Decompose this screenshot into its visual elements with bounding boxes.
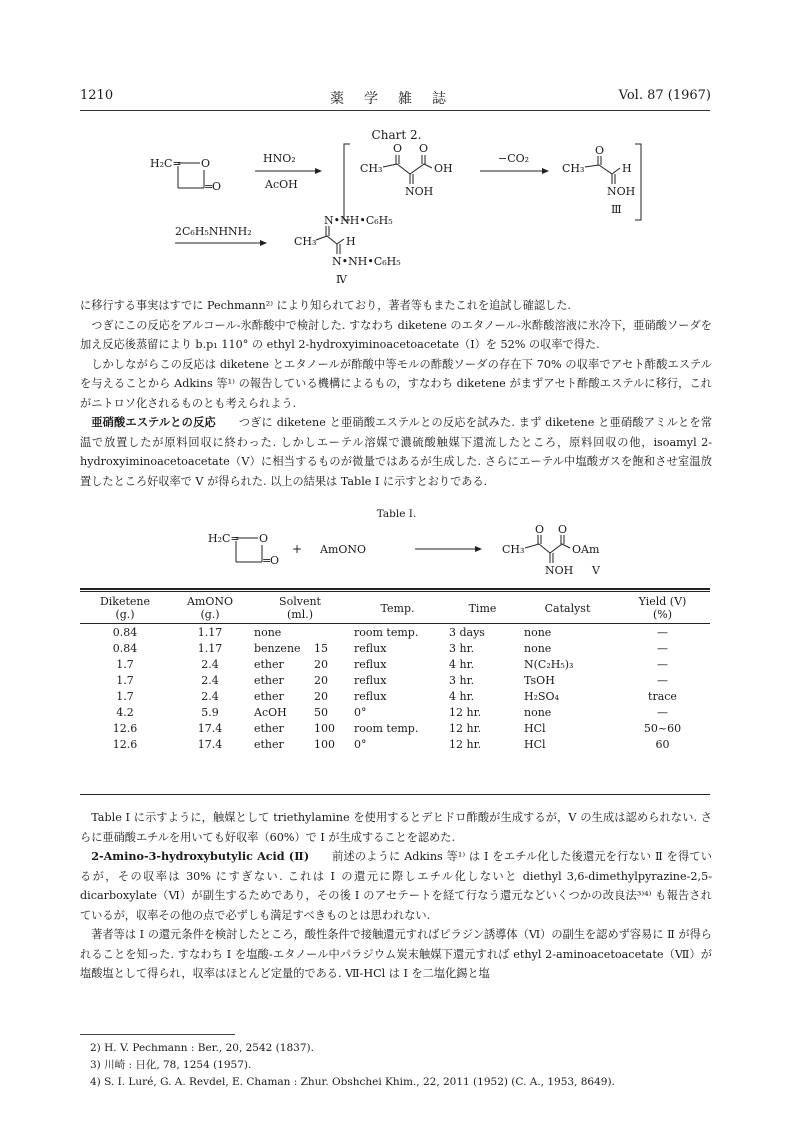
product-v [502, 523, 601, 577]
cell-time: 4 hr. [449, 689, 475, 703]
svg-text:NOH: NOH [405, 185, 434, 198]
cell-solvent: none [254, 625, 282, 639]
col-time: Time [468, 601, 497, 615]
table-row [80, 720, 710, 736]
table-row [80, 624, 710, 641]
reference-3: 3) 川崎 : 日化, 78, 1254 (1957). [90, 1059, 252, 1071]
reference-2: 2) H. V. Pechmann : Ber., 20, 2542 (1837). [90, 1042, 314, 1054]
svg-text:N•NH•C₆H₅: N•NH•C₆H₅ [332, 255, 401, 268]
paragraph-1: に移行する事実はすでに Pechmann²⁾ により知られており，著者等もまたこれを追試し確認した. [80, 299, 571, 312]
cell-temp: reflux [354, 657, 387, 671]
cell-amono: 2.4 [201, 673, 219, 687]
volume-info: Vol. 87 (1967) [618, 88, 711, 103]
cell-amono: 5.9 [201, 705, 219, 719]
cell-diketene: 12.6 [112, 737, 138, 751]
cell-catalyst: HCl [524, 737, 546, 751]
diketene-carbonyl-o: O [212, 180, 222, 193]
compound-label-iii: Ⅲ [611, 203, 622, 216]
col-yield: Yield (Ⅴ) (%) [638, 595, 687, 621]
table1-scheme [80, 522, 720, 584]
reagent-amono: AmONO [320, 543, 367, 556]
table-row [80, 672, 710, 688]
body-text-upper [80, 296, 712, 491]
compound-label-iv: Ⅳ [336, 273, 347, 286]
col-solvent: Solvent (ml.) [279, 595, 321, 621]
cell-time: 3 hr. [449, 673, 475, 687]
cell-solvent: benzene [254, 641, 301, 655]
svg-text:O: O [393, 142, 403, 155]
cell-catalyst: none [524, 705, 552, 719]
section-heading-nitrite: 亜硝酸エステルとの反応 [91, 415, 216, 429]
references [90, 1040, 710, 1091]
diketene-o: O [201, 157, 211, 170]
cell-vol: 20 [314, 673, 328, 687]
cell-amono: 1.17 [197, 641, 223, 655]
cell-catalyst: H₂SO₄ [524, 689, 559, 703]
reference-4: 4) S. I. Luré, G. A. Revdel, E. Chaman : Zhur. Obshchei Khim., 22, 2011 (1952) (C. A., 1953, 8649). [90, 1076, 615, 1088]
cell-temp: reflux [354, 673, 387, 687]
bracket-right [635, 144, 641, 220]
header-rule [80, 110, 710, 111]
cell-solvent: ether [254, 721, 284, 735]
co2-loss: −CO₂ [498, 152, 530, 165]
cell-time: 4 hr. [449, 657, 475, 671]
svg-text:NOH: NOH [545, 564, 574, 577]
journal-title: 薬学雑誌 [330, 91, 466, 107]
svg-text:N•NH•C₆H₅: N•NH•C₆H₅ [324, 214, 393, 227]
cell-solvent: ether [254, 689, 284, 703]
cell-solvent: ether [254, 737, 284, 751]
paragraph-7: 著者等は Ⅰ の還元条件を検討したところ，酸性条件で接触還元すればピラジン誘導体（Ⅵ）の副生を認めず容易に Ⅱ が得られることを知った. すなわち Ⅰ を塩酸-エタノール中パラジウム炭末触媒下還元すれば ethyl 2-aminoacetoacetate（Ⅶ）が塩酸塩として得られ，収率はほとんど定量的である. Ⅶ-HCl は Ⅰ を二塩化錫と塩 [80, 928, 712, 980]
svg-text:OH: OH [434, 162, 453, 175]
svg-text:O: O [558, 523, 568, 536]
cell-yield: — [657, 641, 668, 655]
diketene-structure-2 [208, 532, 279, 567]
reagent-hno2: HNO₂ [263, 152, 296, 165]
acid-intermediate [360, 142, 453, 198]
cell-solvent: ether [254, 673, 284, 687]
diketene-structure [150, 157, 221, 193]
cell-amono: 2.4 [201, 657, 219, 671]
footnote-rule [80, 1034, 235, 1035]
cell-vol: 20 [314, 689, 328, 703]
table-row [80, 656, 710, 672]
svg-text:O: O [419, 142, 429, 155]
plus-sign: + [292, 542, 303, 556]
body-text-lower [80, 808, 712, 984]
cell-vol: 100 [314, 721, 335, 735]
cell-yield: — [657, 657, 668, 671]
svg-text:CH₃: CH₃ [294, 235, 317, 248]
product-iii [562, 144, 635, 216]
table-row [80, 688, 710, 704]
data-table [80, 593, 710, 752]
svg-text:O: O [259, 532, 269, 545]
col-diketene: Diketene (g.) [99, 595, 151, 621]
cell-yield: — [657, 673, 668, 687]
cell-time: 3 hr. [449, 641, 475, 655]
cell-temp: 0° [354, 705, 367, 719]
cell-solvent: ether [254, 657, 284, 671]
paragraph-5: Table Ⅰ に示すように，触媒として triethylamine を使用するとデヒドロ酢酸が生成するが，Ⅴ の生成は認められない. さらに亜硝酸エチルを用いても好収率（60%）で Ⅰ が生成することを認めた. [80, 811, 712, 844]
cell-vol: 50 [314, 705, 328, 719]
cell-diketene: 12.6 [112, 721, 138, 735]
chart2-scheme [80, 140, 720, 290]
cell-temp: 0° [354, 737, 367, 751]
svg-text:NOH: NOH [607, 185, 636, 198]
cell-temp: reflux [354, 641, 387, 655]
cell-amono: 17.4 [197, 737, 223, 751]
table-header-row [80, 593, 710, 624]
cell-vol: 20 [314, 657, 328, 671]
cell-catalyst: none [524, 625, 552, 639]
cell-catalyst: HCl [524, 721, 546, 735]
cell-amono: 17.4 [197, 721, 223, 735]
diketene-formula: H₂C= [150, 157, 182, 170]
svg-text:CH₃: CH₃ [562, 162, 585, 175]
product-iv [294, 214, 401, 286]
cell-diketene: 1.7 [116, 689, 134, 703]
table-bottom-rule [80, 794, 710, 795]
svg-text:CH₃: CH₃ [502, 543, 525, 556]
cell-diketene: 0.84 [112, 625, 138, 639]
col-amono: AmONO (g.) [186, 595, 234, 621]
cell-diketene: 1.7 [116, 657, 134, 671]
reagent-phenylhydrazine: 2C₆H₅NHNH₂ [175, 225, 252, 238]
cell-amono: 2.4 [201, 689, 219, 703]
cell-temp: room temp. [354, 721, 419, 735]
col-temp: Temp. [380, 601, 415, 615]
cell-vol: 15 [314, 641, 328, 655]
table-row [80, 704, 710, 720]
cell-catalyst: N(C₂H₅)₃ [524, 657, 574, 671]
svg-text:=: = [204, 180, 214, 193]
cell-catalyst: TsOH [524, 673, 555, 687]
svg-text:O: O [535, 523, 545, 536]
cell-time: 12 hr. [449, 737, 482, 751]
table-title: Table Ⅰ. [376, 508, 417, 520]
svg-text:=: = [262, 554, 272, 567]
cell-temp: room temp. [354, 625, 419, 639]
svg-text:H: H [622, 162, 632, 175]
cell-diketene: 0.84 [112, 641, 138, 655]
section-heading-amino-acid: 2-Amino-3-hydroxybutylic Acid (Ⅱ) [91, 849, 310, 863]
reagent-acoh: AcOH [265, 178, 298, 191]
cell-catalyst: none [524, 641, 552, 655]
bracket-left [344, 144, 350, 220]
cell-time: 3 days [449, 625, 485, 639]
cell-yield: 60 [655, 737, 670, 751]
chart-title: Chart 2. [371, 128, 422, 142]
paragraph-4: 亜硝酸エステルとの反応 つぎに diketene と亜硝酸エステルとの反応を試みた. まず diketene と亜硝酸アミルとを常温で放置したが原料回収に終わった. しかしエーテル溶媒で濃硫酸触媒下還流したところ，原料回収の他，isoamyl 2-hydroxyiminoacetoacetate（Ⅴ）に相当するものが微量ではあるが生成した. さらにエーテル中塩酸ガスを飽和させ室温放置したところ好収率で Ⅴ が得られた. 以上の結果は Table Ⅰ に示すとおりである. [80, 415, 713, 488]
svg-text:O: O [270, 554, 280, 567]
table-row [80, 640, 710, 656]
cell-solvent: AcOH [254, 705, 287, 719]
cell-time: 12 hr. [449, 721, 482, 735]
cell-vol: 100 [314, 737, 335, 751]
cell-yield: — [657, 705, 668, 719]
paragraph-2: つぎにこの反応をアルコール-氷酢酸中で検討した. すなわち diketene のエタノール-氷酢酸溶液に氷冷下，亜硝酸ソーダを加え反応後蒸留により b.p₁ 110° の ethyl 2-hydroxyiminoacetoacetate（Ⅰ）を 52% の収率で得た. [80, 318, 712, 351]
cell-temp: reflux [354, 689, 387, 703]
cell-yield: 50~60 [643, 721, 682, 735]
paragraph-3: しかしながらこの反応は diketene とエタノールが酢酸中等モルの酢酸ソーダの存在下 70% の収率でアセト酢酸エステルを与えることから Adkins 等¹⁾ の報告している機構によるもの，すなわち diketene がまずアセト酢酸エステルに移行，これがニトロソ化されるものとも考えられよう. [80, 357, 712, 410]
svg-text:OAm: OAm [572, 543, 600, 556]
col-catalyst: Catalyst [544, 601, 591, 615]
svg-text:H: H [346, 235, 356, 248]
cell-vol [310, 624, 350, 641]
table-row [80, 736, 710, 752]
svg-text:H₂C=: H₂C= [208, 532, 240, 545]
compound-label-v: Ⅴ [592, 564, 600, 577]
svg-text:CH₃: CH₃ [360, 162, 383, 175]
cell-amono: 1.17 [197, 625, 223, 639]
cell-yield: — [657, 625, 668, 639]
cell-diketene: 4.2 [116, 705, 134, 719]
page-number: 1210 [80, 88, 114, 103]
table-top-rule [80, 588, 710, 590]
paragraph-6: 2-Amino-3-hydroxybutylic Acid (Ⅱ) 前述のように Adkins 等¹⁾ は Ⅰ をエチル化した後還元を行ない Ⅱ を得ているが，その収率は 30% にすぎない. これは Ⅰ の還元に際しエチル化しないと diethyl 3,6-dimethylpyrazine-2,5-dicarboxylate（Ⅵ）が副生するためであり，その後 Ⅰ のアセテートを経て行なう還元などいくつかの改良法³⁾⁴⁾ も報告されているが，収率その他の点で必ずしも満足すべきものとは思われない. [80, 849, 712, 922]
svg-text:O: O [595, 144, 605, 157]
cell-time: 12 hr. [449, 705, 482, 719]
cell-diketene: 1.7 [116, 673, 134, 687]
table-top-rule-2 [80, 591, 710, 592]
cell-yield: trace [648, 689, 677, 703]
